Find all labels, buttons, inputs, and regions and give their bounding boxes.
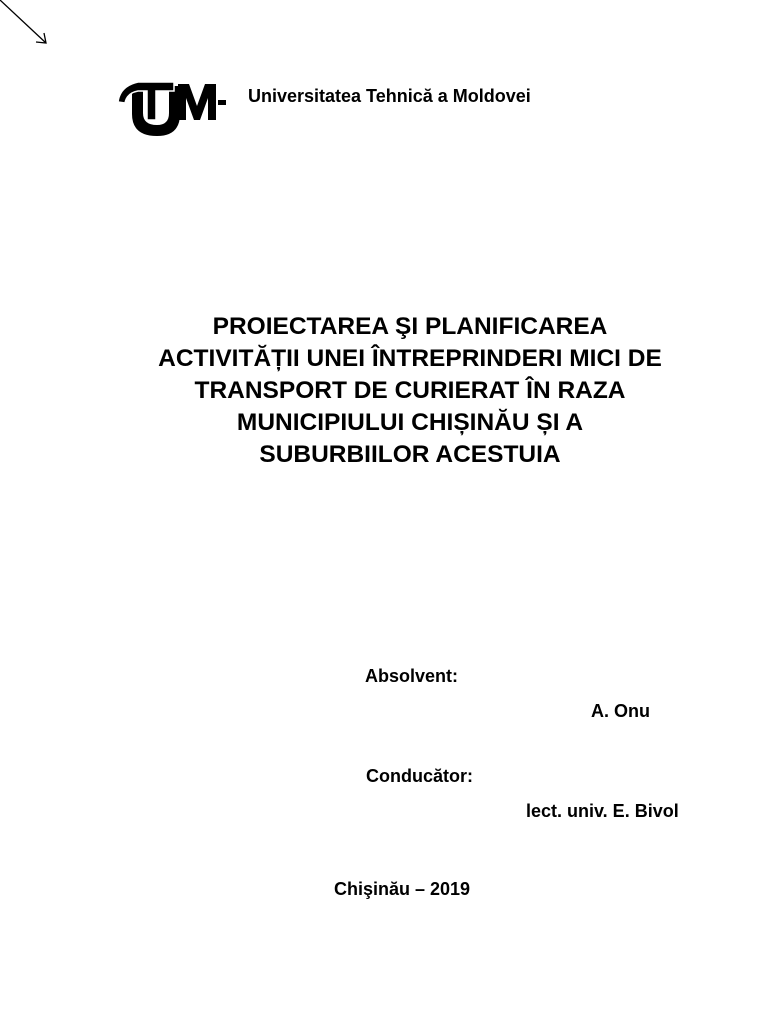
title-line: ACTIVITĂȚII UNEI ÎNTREPRINDERI MICI DE [158, 345, 662, 372]
supervisor-name: lect. univ. E. Bivol [526, 801, 679, 821]
title-line: SUBURBIILOR ACESTUIA [259, 441, 561, 468]
arrow-down-right-icon [0, 0, 56, 52]
university-name: Universitatea Tehnică a Moldovei [248, 86, 531, 106]
place-date: Chişinău – 2019 [334, 879, 471, 899]
graduate-name: A. Onu [591, 701, 650, 721]
title-line: MUNICIPIULUI CHIȘINĂU ȘI A [236, 409, 584, 436]
title-line: PROIECTAREA ŞI PLANIFICAREA [212, 313, 608, 340]
graduate-label: Absolvent: [365, 666, 459, 686]
title-line: TRANSPORT DE CURIERAT ÎN RAZA [194, 377, 626, 404]
university-logo [116, 76, 228, 142]
supervisor-label: Conducător: [366, 766, 473, 786]
thesis-title [90, 311, 730, 471]
